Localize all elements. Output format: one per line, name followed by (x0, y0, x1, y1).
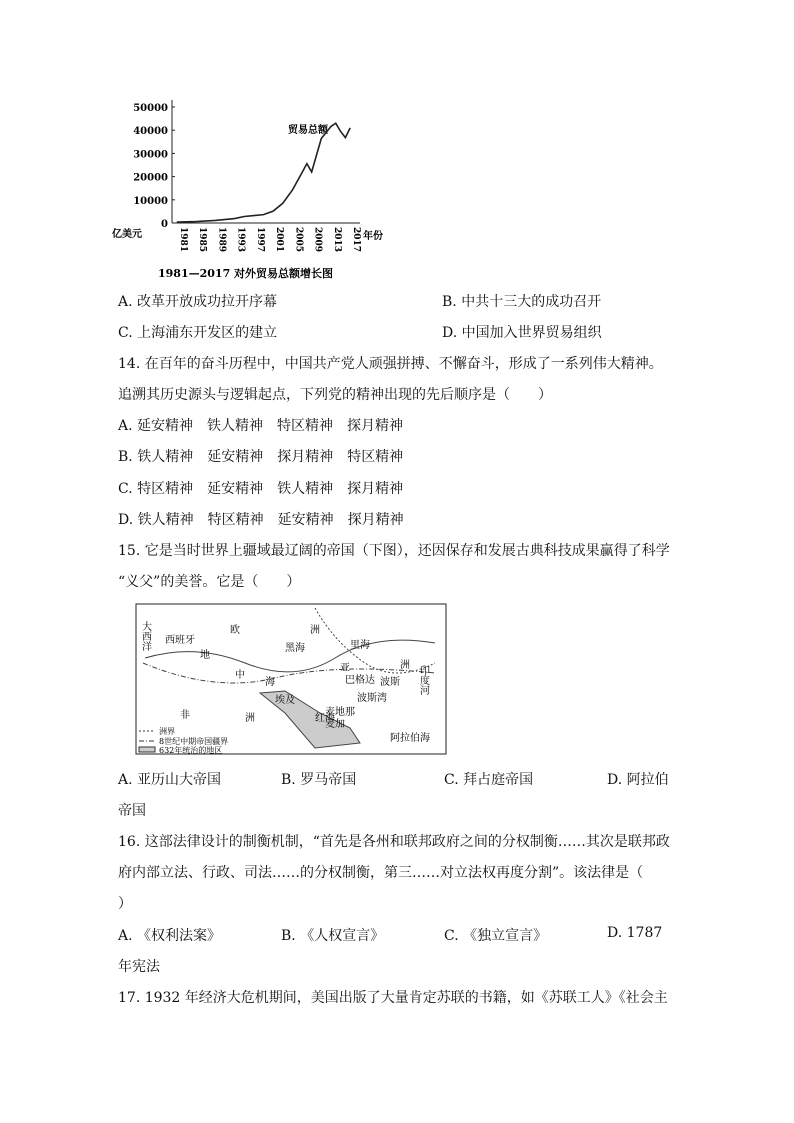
x-tick-label: 2017 (351, 227, 362, 253)
map-label: 欧 (230, 625, 240, 636)
map-label: 波斯湾 (357, 693, 387, 704)
q15-option-c[interactable]: C. 拜占庭帝国 (444, 772, 534, 788)
map-label: 阿拉伯海 (390, 733, 430, 744)
map-label: 里海 (350, 640, 370, 651)
q15-option-d-wrap: 帝国 (118, 803, 146, 819)
q15-stem: 15. 它是当时世界上疆域最辽阔的帝国（下图），还因保存和发展古典科技成果赢得了科学 (118, 543, 670, 559)
q16-option-b[interactable]: B. 《人权宣言》 (281, 928, 385, 944)
x-tick-label: 1985 (197, 227, 208, 253)
map-label: 红海 (315, 713, 335, 724)
x-tick-label: 1997 (254, 227, 265, 253)
trade-chart (110, 95, 410, 285)
legend-item: 洲界 (159, 727, 175, 736)
q13-option-c[interactable]: C. 上海浦东开发区的建立 (118, 325, 278, 341)
map-label: 中 (235, 670, 245, 681)
q16-stem: 府内部立法、行政、司法……的分权制衡，第三……对立法权再度分割”。该法律是（ (118, 865, 644, 881)
x-tick-label: 1993 (235, 227, 246, 253)
map-label: 非 (180, 710, 190, 721)
q17-stem: 17. 1932 年经济大危机期间，美国出版了大量肯定苏联的书籍，如《苏联工人》《社会主 (118, 990, 668, 1006)
y-tick-label: 10000 (133, 195, 168, 207)
q13-option-b[interactable]: B. 中共十三大的成功召开 (442, 294, 602, 310)
x-tick-label: 2001 (274, 227, 285, 253)
q15-option-d[interactable]: D. 阿拉伯 (607, 772, 669, 788)
legend-item: 8世纪中期帝国疆界 (159, 737, 229, 746)
q14-stem: 追溯其历史源头与逻辑起点，下列党的精神出现的先后顺序是（ ） (118, 387, 552, 403)
map-label: 亚 (340, 663, 350, 674)
trade-total-line (177, 123, 350, 222)
q14-option-c[interactable]: C. 特区精神 延安精神 铁人精神 探月精神 (118, 481, 404, 497)
map-label: 海 (265, 677, 275, 688)
y-tick-label: 20000 (133, 172, 168, 184)
x-axis-label: 年份 (363, 231, 383, 242)
q14-option-b[interactable]: B. 铁人精神 延安精神 探月精神 特区精神 (118, 449, 404, 465)
x-tick-label: 1981 (177, 227, 188, 253)
q16-stem: 16. 这部法律设计的制衡机制，“首先是各州和联邦政府之间的分权制衡……其次是联邦政 (118, 834, 670, 850)
q15-stem: “义父”的美誉。它是（ ） (118, 574, 301, 590)
map-label: 波斯 (380, 677, 400, 688)
x-tick-label: 2013 (331, 227, 342, 253)
y-tick-label: 50000 (133, 103, 168, 114)
map-label: 洲 (310, 625, 320, 636)
y-tick-label: 40000 (133, 126, 168, 138)
q16-option-d-wrap: 年宪法 (118, 959, 160, 975)
q16-option-a[interactable]: A. 《权利法案》 (118, 928, 222, 944)
map-label: 麦地那 (325, 707, 355, 718)
q15-option-b[interactable]: B. 罗马帝国 (281, 772, 357, 788)
series-label: 贸易总额 (288, 125, 328, 136)
arab-empire-map (135, 603, 447, 755)
y-tick-label: 0 (161, 219, 168, 230)
y-tick-label: 30000 (133, 149, 168, 161)
q16-stem: ） (118, 896, 132, 912)
q15-option-a[interactable]: A. 亚历山大帝国 (118, 772, 222, 788)
q13-option-a[interactable]: A. 改革开放成功拉开序幕 (118, 294, 278, 310)
q14-option-d[interactable]: D. 铁人精神 特区精神 延安精神 探月精神 (118, 512, 404, 528)
chart-title: 1981—2017 对外贸易总额增长图 (158, 267, 334, 280)
q16-option-c[interactable]: C. 《独立宣言》 (444, 928, 548, 944)
map-label: 麦加 (325, 719, 345, 730)
map-label: 大西洋 (139, 621, 151, 651)
map-label: 洲 (400, 660, 410, 671)
map-label: 印度河 (417, 665, 429, 695)
q14-option-a[interactable]: A. 延安精神 铁人精神 特区精神 探月精神 (118, 418, 404, 434)
map-label: 洲 (245, 713, 255, 724)
legend-item: 632年统治的地区 (159, 746, 223, 755)
q16-option-d[interactable]: D. 1787 (607, 925, 663, 941)
q14-stem: 14. 在百年的奋斗历程中，中国共产党人顽强拼搏、不懈奋斗，形成了一系列伟大精神。 (118, 356, 663, 372)
map-label: 地 (200, 650, 210, 661)
x-tick-label: 2005 (293, 227, 304, 253)
map-label: 黑海 (285, 643, 305, 654)
map-label: 埃及 (275, 695, 295, 706)
x-tick-label: 1989 (216, 227, 227, 253)
y-axis-label: 亿美元 (112, 229, 142, 240)
map-label: 巴格达 (345, 675, 375, 686)
map-label: 西班牙 (165, 635, 195, 646)
x-tick-label: 2009 (312, 227, 323, 253)
q13-option-d[interactable]: D. 中国加入世界贸易组织 (442, 325, 602, 341)
